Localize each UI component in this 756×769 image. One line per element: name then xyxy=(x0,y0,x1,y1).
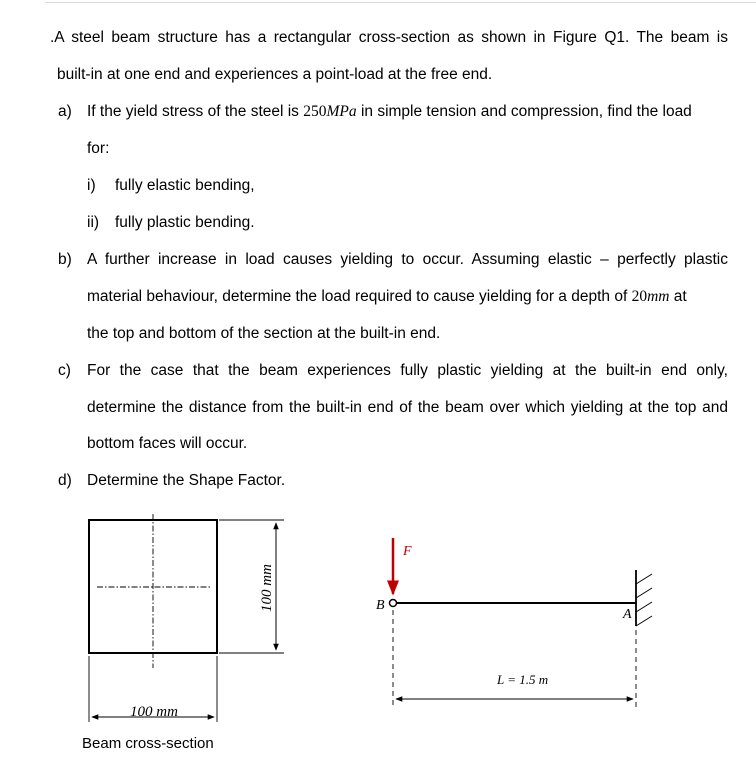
part-a-item-i-text: fully elastic bending, xyxy=(115,177,255,194)
cross-section-figure xyxy=(82,514,284,752)
intro-line-2: built-in at one end and experiences a point-load at the free end. xyxy=(57,66,493,83)
load-label: F xyxy=(403,544,412,559)
part-b-label: b) xyxy=(58,251,72,268)
part-d-label: d) xyxy=(58,472,72,489)
part-b-line-2-pre: material behaviour, determine the load required to cause yielding for a depth of xyxy=(87,288,632,305)
part-a-line-1-pre: If the yield stress of the steel is xyxy=(87,103,304,120)
intro-line-1: .A steel beam structure has a rectangular cross-section as shown in Figure Q1. The beam is xyxy=(50,29,728,46)
width-dimension-label: 100 mm xyxy=(130,704,178,720)
part-b-depth-value: 20 xyxy=(631,288,648,305)
part-b-line-3: the top and bottom of the section at the built-in end. xyxy=(87,325,441,342)
part-c-line-1: For the case that the beam experiences fully plastic yielding at the built-in end only, xyxy=(87,362,728,379)
cross-section-caption: Beam cross-section xyxy=(82,735,214,752)
cantilever-figure xyxy=(376,538,652,707)
part-a-label: a) xyxy=(58,103,72,120)
part-a-item-ii-text: fully plastic bending. xyxy=(115,214,255,231)
part-a-stress-value: 250 xyxy=(303,103,327,120)
part-b-line-2-post: at xyxy=(669,288,687,305)
part-a-item-i-label: i) xyxy=(87,177,96,194)
part-a-line-1-post: in simple tension and compression, find the load xyxy=(356,103,692,120)
free-end-node xyxy=(390,600,397,607)
part-d-line-1: Determine the Shape Factor. xyxy=(87,472,286,489)
part-a-stress-unit: MPa xyxy=(326,103,357,120)
part-a-item-ii-label: ii) xyxy=(87,214,100,231)
part-c-line-3: bottom faces will occur. xyxy=(87,435,248,452)
height-dimension-label: 100 mm xyxy=(259,564,275,612)
fixed-support-hatching xyxy=(636,574,652,626)
part-b-line-1: A further increase in load causes yielding to occur. Assuming elastic – perfectly plastic xyxy=(87,251,728,268)
part-b-depth-unit: mm xyxy=(647,288,670,305)
part-c-line-2: determine the distance from the built-in end of the beam over which yielding at the top and xyxy=(87,399,728,416)
free-end-label: B xyxy=(376,598,385,613)
length-label: L = 1.5 m xyxy=(497,672,549,687)
fixed-end-label: A xyxy=(623,607,632,622)
part-c-label: c) xyxy=(58,362,71,379)
part-a-line-2: for: xyxy=(87,140,110,157)
